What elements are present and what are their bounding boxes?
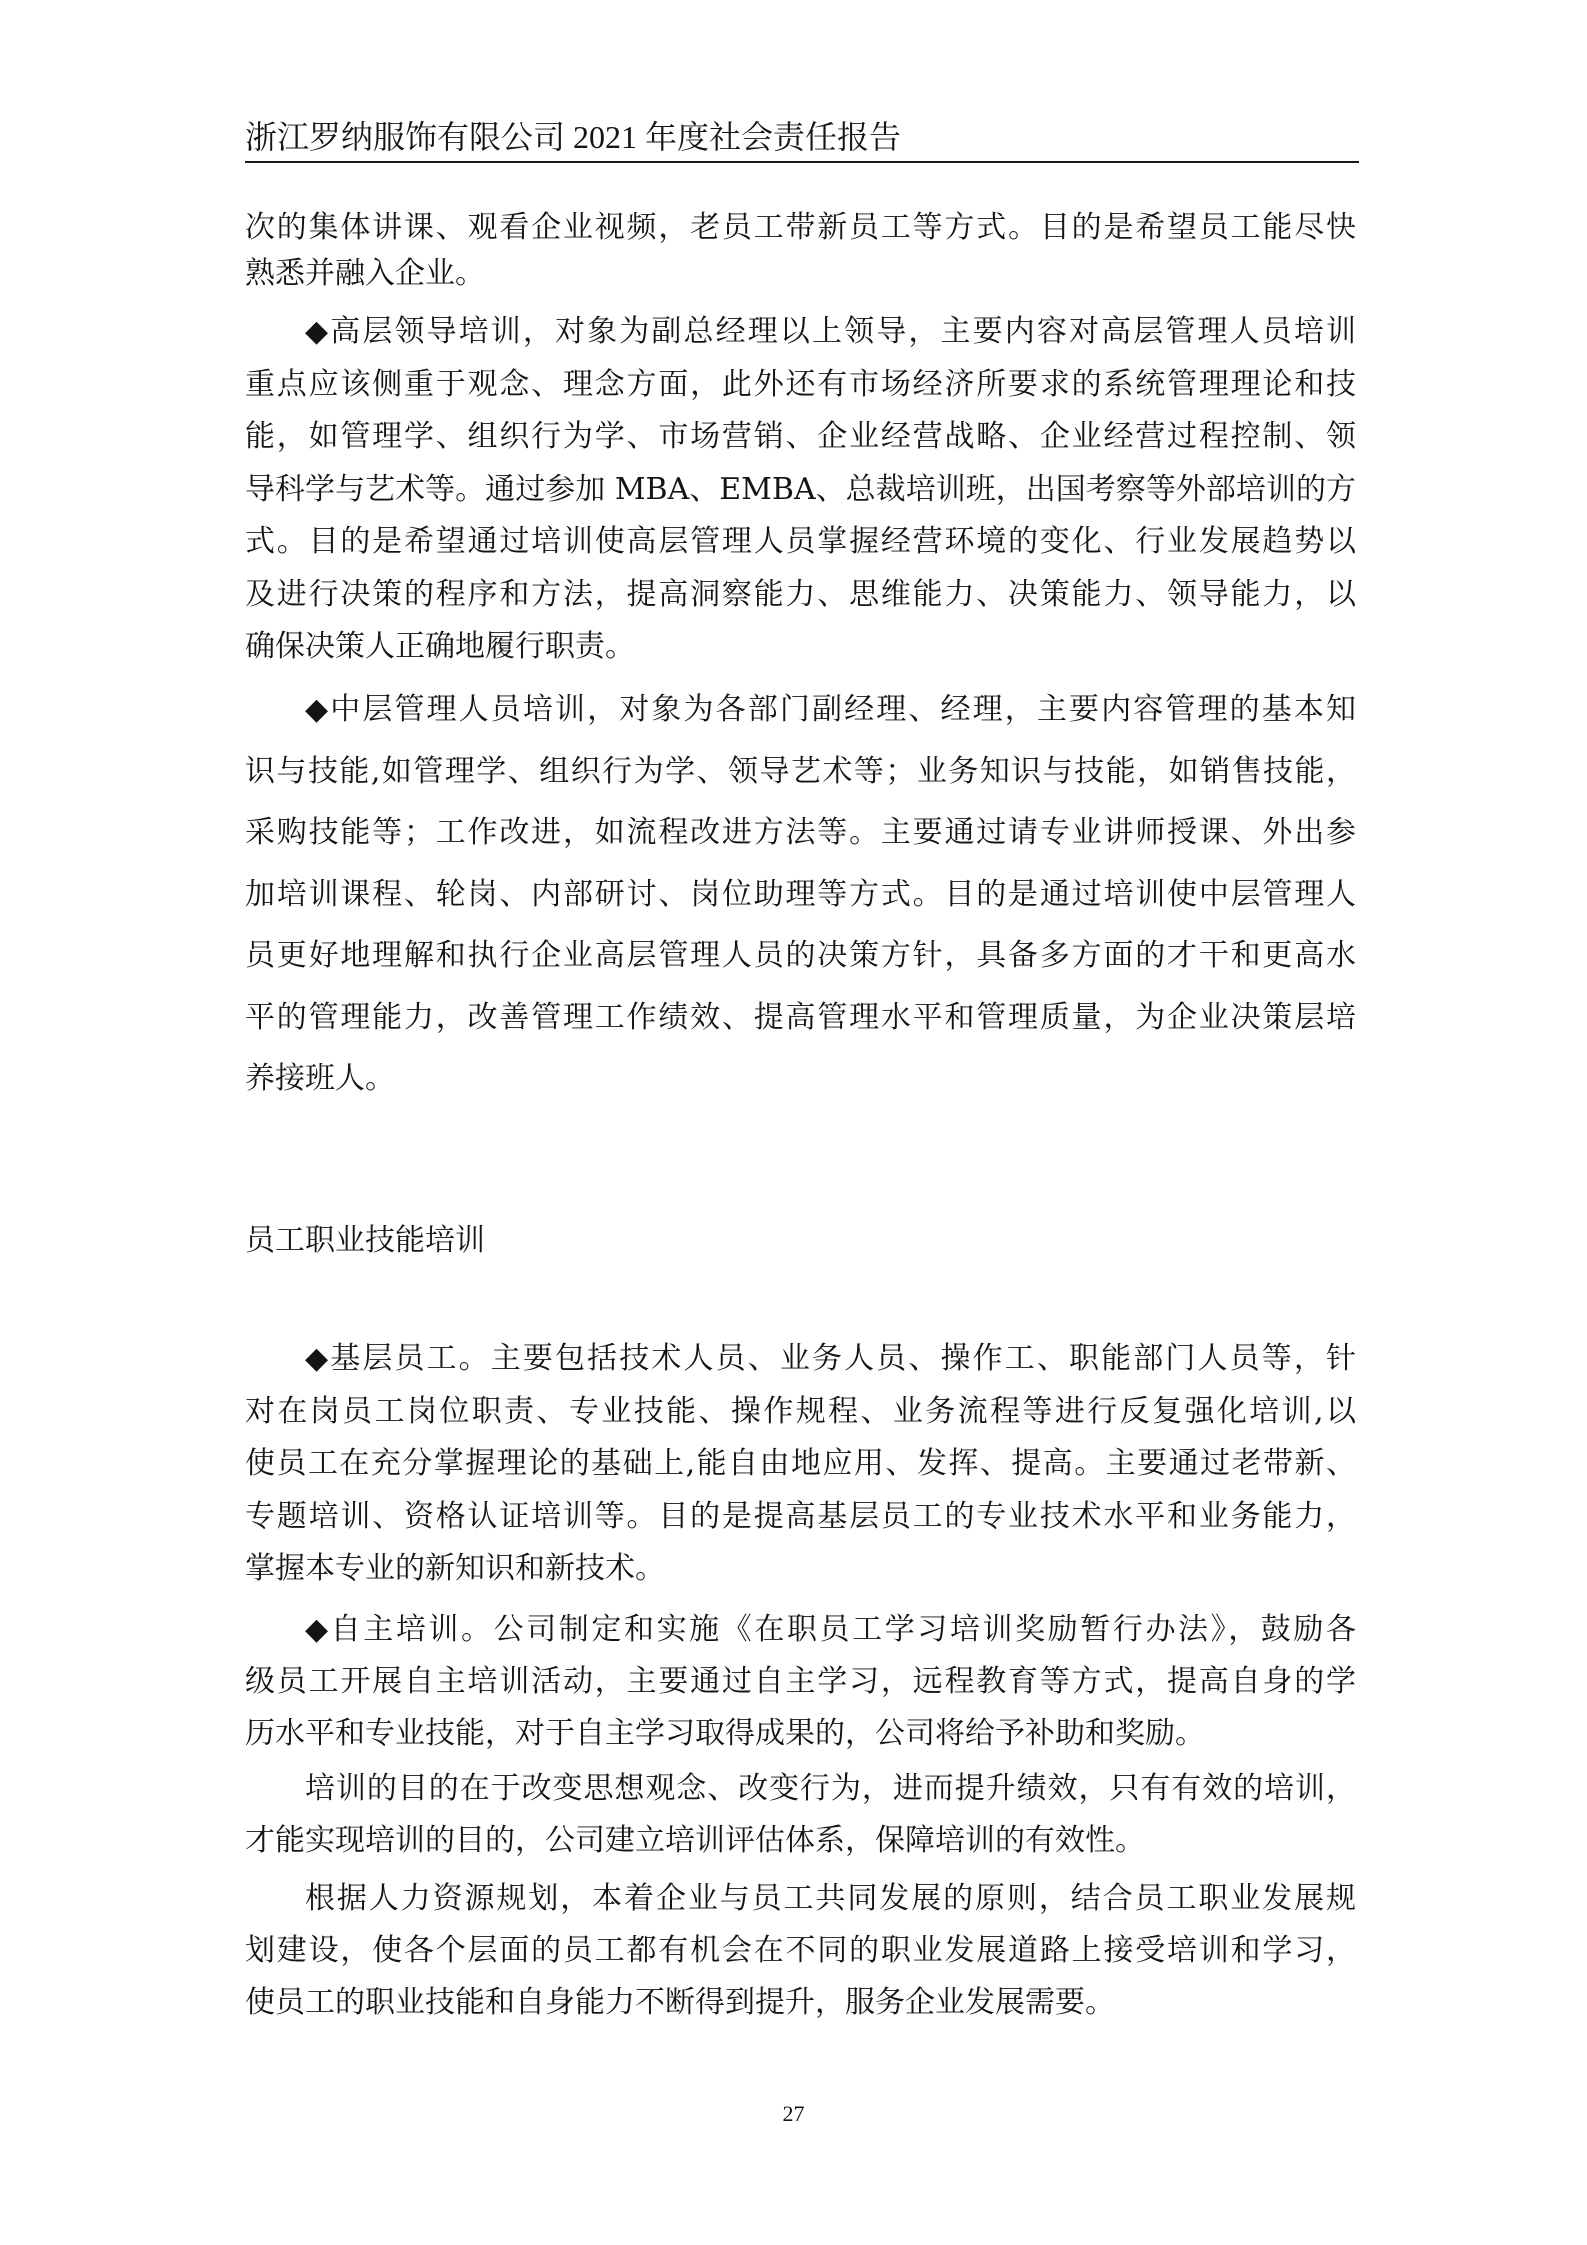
text-line: 识与技能,如管理学、组织行为学、领导艺术等；业务知识与技能，如销售技能， (245, 753, 1356, 789)
paragraph-career-development (245, 1873, 1356, 2029)
text-line: 对在岗员工岗位职责、专业技能、操作规程、业务流程等进行反复强化培训,以 (245, 1393, 1356, 1429)
text-line: 次的集体讲课、观看企业视频，老员工带新员工等方式。目的是希望员工能尽快 (245, 210, 1356, 245)
text-line: 员更好地理解和执行企业高层管理人员的决策方针，具备多方面的才干和更高水 (245, 938, 1356, 973)
text-line: 专题培训、资格认证培训等。目的是提高基层员工的专业技术水平和业务能力， (245, 1498, 1356, 1534)
paragraph-frontline-staff-training (245, 1333, 1356, 1596)
text-line: ◆中层管理人员培训，对象为各部门副经理、经理，主要内容管理的基本知 (305, 692, 1356, 727)
text-line: 级员工开展自主培训活动，主要通过自主学习，远程教育等方式，提高自身的学 (245, 1664, 1356, 1699)
text-line: ◆基层员工。主要包括技术人员、业务人员、操作工、职能部门人员等，针 (305, 1341, 1356, 1376)
paragraph-senior-leadership-training (245, 306, 1356, 674)
text-line: 及进行决策的程序和方法，提高洞察能力、思维能力、决策能力、领导能力，以 (245, 576, 1356, 612)
text-line: 使员工在充分掌握理论的基础上,能自由地应用、发挥、提高。主要通过老带新、 (245, 1446, 1356, 1481)
text-line: 式。目的是希望通过培训使高层管理人员掌握经营环境的变化、行业发展趋势以 (245, 524, 1356, 559)
text-line: 重点应该侧重于观念、理念方面，此外还有市场经济所要求的系统管理理论和技 (245, 366, 1356, 402)
text-line: 养接班人。 (245, 1061, 395, 1096)
text-line: 根据人力资源规划，本着企业与员工共同发展的原则，结合员工职业发展规 (305, 1881, 1356, 1916)
text-line: 划建设，使各个层面的员工都有机会在不同的职业发展道路上接受培训和学习， (245, 1933, 1356, 1968)
text-line: ◆自主培训。公司制定和实施《在职员工学习培训奖励暂行办法》，鼓励各 (305, 1612, 1356, 1647)
paragraph-self-directed-training (245, 1604, 1356, 1760)
paragraph-training-purpose (245, 1763, 1356, 1867)
text-line: 培训的目的在于改变思想观念、改变行为，进而提升绩效，只有有效的培训， (305, 1771, 1356, 1806)
section-heading (245, 1215, 1356, 1267)
text-line: 平的管理能力，改善管理工作绩效、提高管理水平和管理质量，为企业决策层培 (245, 999, 1356, 1035)
text-line: 才能实现培训的目的，公司建立培训评估体系，保障培训的有效性。 (245, 1823, 1145, 1858)
paragraph-intro-continuation (245, 205, 1356, 297)
text-line: 导科学与艺术等。通过参加 MBA、EMBA、总裁培训班，出国考察等外部培训的方 (245, 471, 1356, 507)
text-line: ◆高层领导培训，对象为副总经理以上领导，主要内容对高层管理人员培训 (305, 314, 1356, 349)
text-line: 熟悉并融入企业。 (245, 256, 485, 291)
text-line: 确保决策人正确地履行职责。 (245, 629, 635, 664)
paragraph-middle-management-training (245, 679, 1356, 1110)
text-line: 掌握本专业的新知识和新技术。 (245, 1551, 665, 1586)
text-line: 历水平和专业技能，对于自主学习取得成果的，公司将给予补助和奖励。 (245, 1716, 1205, 1751)
page-number: 27 (782, 2101, 805, 2126)
header-title: 浙江罗纳服饰有限公司 2021 年度社会责任报告 (245, 119, 902, 155)
section-heading-text: 员工职业技能培训 (245, 1223, 485, 1258)
text-line: 采购技能等；工作改进，如流程改进方法等。主要通过请专业讲师授课、外出参 (245, 815, 1356, 850)
text-line: 能，如管理学、组织行为学、市场营销、企业经营战略、企业经营过程控制、领 (245, 419, 1356, 454)
text-line: 使员工的职业技能和自身能力不断得到提升，服务企业发展需要。 (245, 1985, 1115, 2020)
text-line: 加培训课程、轮岗、内部研讨、岗位助理等方式。目的是通过培训使中层管理人 (245, 876, 1356, 912)
header-rule (245, 161, 1359, 163)
